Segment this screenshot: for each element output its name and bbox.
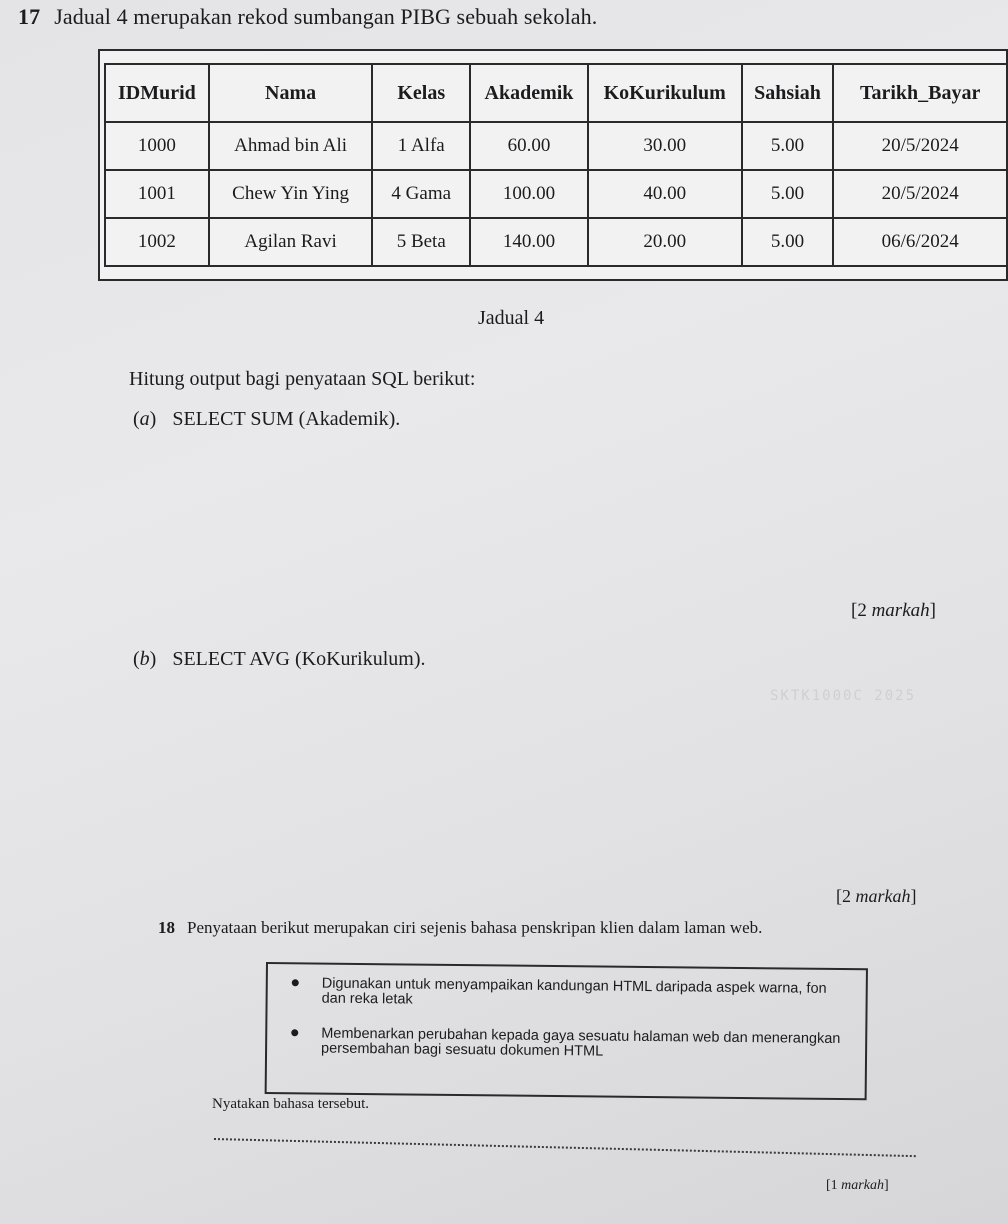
part-b-marks	[836, 886, 917, 907]
table-row	[105, 122, 1007, 170]
column-header: Tarikh_Bayar	[833, 64, 1007, 122]
statement-bullet	[321, 1027, 851, 1063]
part-b-letter: b	[139, 648, 150, 670]
column-header: Sahsiah	[742, 64, 834, 122]
marks-close: ]	[883, 1178, 889, 1193]
question-number: 18	[158, 918, 175, 937]
table-cell: 5.00	[742, 218, 834, 266]
part-a-letter: a	[139, 408, 150, 430]
question-17-heading	[18, 4, 597, 30]
part-b-question	[133, 648, 426, 671]
marks-open: [2	[851, 600, 867, 621]
marks-open: [2	[836, 886, 851, 906]
table-cell: 5.00	[742, 122, 834, 170]
part-a-text: SELECT SUM (Akademik).	[172, 408, 401, 430]
table-cell: 140.00	[470, 218, 588, 266]
question-18-heading	[158, 918, 762, 938]
table-cell: Ahmad bin Ali	[209, 122, 373, 170]
table-cell: 06/6/2024	[833, 218, 1007, 266]
bullet-icon	[291, 1029, 298, 1036]
marks-word: markah	[855, 886, 911, 906]
column-header: Kelas	[372, 64, 470, 122]
answer-line	[214, 1138, 916, 1157]
part-a-question	[133, 408, 400, 431]
instruction-text: Hitung output bagi penyataan SQL berikut:	[129, 368, 476, 390]
table-cell: 20/5/2024	[833, 122, 1007, 170]
column-header: Akademik	[470, 64, 588, 122]
table-cell: 1001	[105, 170, 209, 218]
table-row	[105, 170, 1007, 218]
marks-word: markah	[871, 600, 930, 621]
table-cell: 4 Gama	[372, 170, 470, 218]
bullet-icon	[292, 979, 299, 986]
marks-close: ]	[910, 886, 917, 906]
marks-open: [1	[826, 1178, 838, 1193]
question-number: 17	[18, 4, 41, 29]
table-cell: 30.00	[588, 122, 742, 170]
question-18-marks	[826, 1178, 889, 1194]
table-row	[105, 218, 1007, 266]
part-a-marks	[851, 600, 936, 622]
table-cell: 5 Beta	[372, 218, 470, 266]
part-b-label: (b)	[133, 648, 157, 670]
part-b-text: SELECT AVG (KoKurikulum).	[172, 648, 426, 670]
table-cell: 20/5/2024	[833, 170, 1007, 218]
statement-bullet	[322, 977, 846, 1012]
part-a-label: (a)	[133, 408, 157, 430]
faded-show-through-text: SKTK1000C 2025	[770, 688, 917, 704]
table-cell: Chew Yin Ying	[209, 170, 373, 218]
data-table	[104, 63, 1008, 267]
question-18-ask: Nyatakan bahasa tersebut.	[212, 1096, 370, 1112]
question-text: Jadual 4 merupakan rekod sumbangan PIBG sebuah sekolah.	[54, 4, 598, 29]
table-cell: 1 Alfa	[372, 122, 470, 170]
question-text: Penyataan berikut merupakan ciri sejenis bahasa penskripan klien dalam laman web.	[187, 918, 763, 937]
table-cell: 5.00	[742, 170, 834, 218]
marks-close: ]	[929, 600, 936, 621]
table-cell: 60.00	[470, 122, 588, 170]
table-cell: 20.00	[588, 218, 742, 266]
table-frame	[98, 49, 1008, 281]
marks-word: markah	[841, 1178, 884, 1193]
table-caption: Jadual 4	[478, 307, 545, 329]
table-cell: 1002	[105, 218, 209, 266]
column-header: IDMurid	[105, 64, 209, 122]
bullet-text: Membenarkan perubahan kepada gaya sesuatu halaman web dan menerangkan persembahan bagi sesuatu dokumen HTML	[321, 1025, 841, 1060]
table-cell: 100.00	[470, 170, 588, 218]
statement-box	[265, 962, 868, 1100]
table-cell: 1000	[105, 122, 209, 170]
table-header-row	[105, 64, 1007, 122]
table-cell: Agilan Ravi	[209, 218, 373, 266]
table-cell: 40.00	[588, 170, 742, 218]
column-header: KoKurikulum	[588, 64, 742, 122]
column-header: Nama	[209, 64, 373, 122]
bullet-text: Digunakan untuk menyampaikan kandungan HTML daripada aspek warna, fon dan reka letak	[321, 975, 827, 1008]
